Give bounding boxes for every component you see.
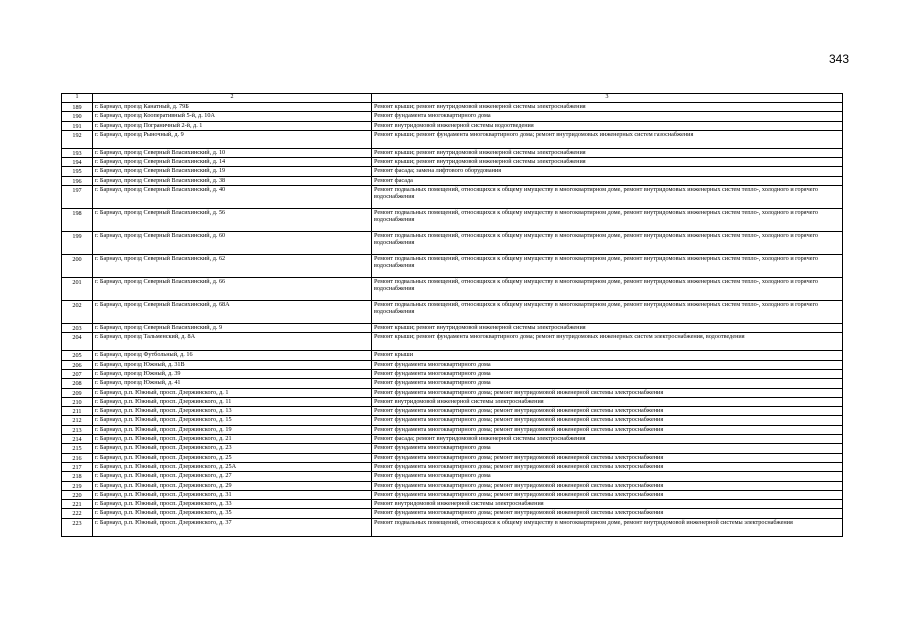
- row-address: г. Барнаул, проезд Футбольный, д. 16: [93, 351, 372, 360]
- address-program-table: [61, 93, 843, 537]
- row-work-description: Ремонт крыши; ремонт внутридомовой инженерной системы электроснабжения: [372, 103, 843, 112]
- row-address: г. Барнаул, проезд Северный Власихинский, д. 62: [93, 255, 372, 278]
- row-work-description: Ремонт фундамента многоквартирного дома; ремонт внутридомовой инженерной системы электроснабжения: [372, 453, 843, 462]
- row-number: 191: [62, 121, 93, 130]
- table-row: [62, 112, 843, 121]
- row-work-description: Ремонт крыши; ремонт фундамента многоквартирного дома; ремонт внутридомовых инженерных систем газоснабжения: [372, 130, 843, 148]
- row-work-description: Ремонт крыши; ремонт фундамента многоквартирного дома; ремонт внутридомовых инженерных систем электроснабжения, водоотведения: [372, 333, 843, 351]
- table-row: [62, 232, 843, 255]
- row-work-description: Ремонт подвальных помещений, относящихся к общему имуществу в многоквартирном доме, ремонт внутридомовых инженерных систем тепло-, холодного и горячего водоснабжения: [372, 301, 843, 324]
- row-work-description: Ремонт фундамента многоквартирного дома; ремонт внутридомовой инженерной системы электроснабжения: [372, 416, 843, 425]
- row-number: 220: [62, 490, 93, 499]
- row-address: г. Барнаул, проезд Северный Власихинский, д. 19: [93, 167, 372, 176]
- table-row: [62, 379, 843, 388]
- row-address: г. Барнаул, р.п. Южный, просп. Дзержинского, д. 37: [93, 518, 372, 536]
- row-work-description: Ремонт фундамента многоквартирного дома: [372, 369, 843, 378]
- row-number: 205: [62, 351, 93, 360]
- row-number: 212: [62, 416, 93, 425]
- table-row: [62, 407, 843, 416]
- row-number: 209: [62, 388, 93, 397]
- table-row: [62, 176, 843, 185]
- table-row: [62, 103, 843, 112]
- table-row: [62, 509, 843, 518]
- row-work-description: Ремонт крыши: [372, 351, 843, 360]
- row-number: 204: [62, 333, 93, 351]
- row-number: 210: [62, 397, 93, 406]
- row-work-description: Ремонт крыши; ремонт внутридомовой инженерной системы электроснабжения: [372, 148, 843, 157]
- row-address: г. Барнаул, проезд Северный Власихинский, д. 66: [93, 278, 372, 301]
- table-row: [62, 416, 843, 425]
- row-number: 215: [62, 444, 93, 453]
- row-number: 197: [62, 186, 93, 209]
- row-work-description: Ремонт подвальных помещений, относящихся к общему имуществу в многоквартирном доме, ремонт внутридомовых инженерных систем тепло-, холодного и горячего водоснабжения: [372, 255, 843, 278]
- header-cell-work: 3: [372, 94, 843, 103]
- row-work-description: Ремонт внутридомовой инженерной системы водоотведения: [372, 121, 843, 130]
- table-header-row: [62, 94, 843, 103]
- table-row: [62, 518, 843, 536]
- row-number: 194: [62, 158, 93, 167]
- row-number: 202: [62, 301, 93, 324]
- row-number: 201: [62, 278, 93, 301]
- header-cell-number: 1: [62, 94, 93, 103]
- row-work-description: Ремонт фундамента многоквартирного дома: [372, 360, 843, 369]
- row-number: 203: [62, 324, 93, 333]
- table-row: [62, 301, 843, 324]
- row-number: 207: [62, 369, 93, 378]
- table-row: [62, 360, 843, 369]
- row-address: г. Барнаул, проезд Пограничный 2-й, д. 1: [93, 121, 372, 130]
- row-number: 217: [62, 462, 93, 471]
- row-address: г. Барнаул, р.п. Южный, просп. Дзержинского, д. 29: [93, 481, 372, 490]
- row-address: г. Барнаул, проезд Рыночный, д. 9: [93, 130, 372, 148]
- table-row: [62, 453, 843, 462]
- table-row: [62, 425, 843, 434]
- table-row: [62, 500, 843, 509]
- table-row: [62, 490, 843, 499]
- row-work-description: Ремонт подвальных помещений, относящихся к общему имуществу в многоквартирном доме, ремонт внутридомовой инженерной системы электроснабжения: [372, 518, 843, 536]
- row-work-description: Ремонт крыши; ремонт внутридомовой инженерной системы электроснабжения: [372, 158, 843, 167]
- row-work-description: Ремонт фундамента многоквартирного дома; ремонт внутридомовой инженерной системы электроснабжения: [372, 388, 843, 397]
- row-work-description: Ремонт подвальных помещений, относящихся к общему имуществу в многоквартирном доме, ремонт внутридомовых инженерных систем тепло-, холодного и горячего водоснабжения: [372, 186, 843, 209]
- row-number: 213: [62, 425, 93, 434]
- row-address: г. Барнаул, р.п. Южный, просп. Дзержинского, д. 33: [93, 500, 372, 509]
- row-number: 193: [62, 148, 93, 157]
- row-number: 196: [62, 176, 93, 185]
- table-row: [62, 255, 843, 278]
- row-address: г. Барнаул, р.п. Южный, просп. Дзержинского, д. 27: [93, 472, 372, 481]
- row-number: 211: [62, 407, 93, 416]
- row-address: г. Барнаул, р.п. Южный, просп. Дзержинского, д. 19: [93, 425, 372, 434]
- row-address: г. Барнаул, проезд Северный Власихинский, д. 60: [93, 232, 372, 255]
- row-address: г. Барнаул, проезд Южный, д. 39: [93, 369, 372, 378]
- table-row: [62, 167, 843, 176]
- row-work-description: Ремонт подвальных помещений, относящихся к общему имуществу в многоквартирном доме, ремонт внутридомовых инженерных систем тепло-, холодного и горячего водоснабжения: [372, 278, 843, 301]
- row-number: 223: [62, 518, 93, 536]
- row-work-description: Ремонт фундамента многоквартирного дома; ремонт внутридомовой инженерной системы электроснабжения: [372, 509, 843, 518]
- row-work-description: Ремонт внутридомовой инженерной системы электроснабжения: [372, 500, 843, 509]
- table-row: [62, 209, 843, 232]
- row-address: г. Барнаул, проезд Южный, д. 31В: [93, 360, 372, 369]
- row-address: г. Барнаул, проезд Северный Власихинский, д. 9: [93, 324, 372, 333]
- table-row: [62, 397, 843, 406]
- row-work-description: Ремонт фундамента многоквартирного дома: [372, 112, 843, 121]
- row-number: 221: [62, 500, 93, 509]
- row-work-description: Ремонт подвальных помещений, относящихся к общему имуществу в многоквартирном доме, ремонт внутридомовых инженерных систем тепло-, холодного и горячего водоснабжения: [372, 232, 843, 255]
- row-number: 208: [62, 379, 93, 388]
- table-row: [62, 435, 843, 444]
- row-address: г. Барнаул, проезд Кооперативный 5-й, д. 10А: [93, 112, 372, 121]
- table-row: [62, 369, 843, 378]
- row-address: г. Барнаул, проезд Северный Власихинский, д. 10: [93, 148, 372, 157]
- row-address: г. Барнаул, проезд Северный Власихинский, д. 56: [93, 209, 372, 232]
- row-work-description: Ремонт фундамента многоквартирного дома; ремонт внутридомовой инженерной системы электроснабжения: [372, 481, 843, 490]
- row-number: 218: [62, 472, 93, 481]
- table-row: [62, 121, 843, 130]
- row-number: 216: [62, 453, 93, 462]
- row-number: 222: [62, 509, 93, 518]
- row-address: г. Барнаул, р.п. Южный, просп. Дзержинского, д. 25: [93, 453, 372, 462]
- row-work-description: Ремонт фундамента многоквартирного дома: [372, 379, 843, 388]
- table-row: [62, 130, 843, 148]
- row-number: 214: [62, 435, 93, 444]
- table-row: [62, 462, 843, 471]
- row-work-description: Ремонт фундамента многоквартирного дома: [372, 472, 843, 481]
- row-number: 192: [62, 130, 93, 148]
- row-work-description: Ремонт фундамента многоквартирного дома; ремонт внутридомовой инженерной системы электроснабжения: [372, 425, 843, 434]
- page-number: 343: [829, 52, 850, 66]
- row-work-description: Ремонт фасада; замена лифтового оборудования: [372, 167, 843, 176]
- row-work-description: Ремонт фундамента многоквартирного дома: [372, 444, 843, 453]
- row-address: г. Барнаул, р.п. Южный, просп. Дзержинского, д. 1: [93, 388, 372, 397]
- row-address: г. Барнаул, проезд Северный Власихинский, д. 38: [93, 176, 372, 185]
- row-work-description: Ремонт подвальных помещений, относящихся к общему имуществу в многоквартирном доме, ремонт внутридомовых инженерных систем тепло-, холодного и горячего водоснабжения: [372, 209, 843, 232]
- row-number: 200: [62, 255, 93, 278]
- row-address: г. Барнаул, р.п. Южный, просп. Дзержинского, д. 13: [93, 407, 372, 416]
- row-address: г. Барнаул, р.п. Южный, просп. Дзержинского, д. 35: [93, 509, 372, 518]
- row-work-description: Ремонт фасада: [372, 176, 843, 185]
- table-row: [62, 481, 843, 490]
- row-address: г. Барнаул, проезд Южный, д. 41: [93, 379, 372, 388]
- row-address: г. Барнаул, проезд Северный Власихинский, д. 40: [93, 186, 372, 209]
- row-number: 199: [62, 232, 93, 255]
- row-number: 198: [62, 209, 93, 232]
- row-work-description: Ремонт фундамента многоквартирного дома; ремонт внутридомовой инженерной системы электроснабжения: [372, 407, 843, 416]
- table-row: [62, 472, 843, 481]
- row-address: г. Барнаул, р.п. Южный, просп. Дзержинского, д. 25А: [93, 462, 372, 471]
- row-number: 206: [62, 360, 93, 369]
- table-row: [62, 158, 843, 167]
- row-address: г. Барнаул, р.п. Южный, просп. Дзержинского, д. 23: [93, 444, 372, 453]
- table-row: [62, 278, 843, 301]
- row-number: 219: [62, 481, 93, 490]
- row-number: 189: [62, 103, 93, 112]
- row-work-description: Ремонт крыши; ремонт внутридомовой инженерной системы электроснабжения: [372, 324, 843, 333]
- row-number: 195: [62, 167, 93, 176]
- row-address: г. Барнаул, р.п. Южный, просп. Дзержинского, д. 21: [93, 435, 372, 444]
- header-cell-address: 2: [93, 94, 372, 103]
- table-row: [62, 388, 843, 397]
- table-row: [62, 444, 843, 453]
- row-address: г. Барнаул, проезд Северный Власихинский, д. 14: [93, 158, 372, 167]
- row-address: г. Барнаул, р.п. Южный, просп. Дзержинского, д. 31: [93, 490, 372, 499]
- row-address: г. Барнаул, проезд Тальменский, д. 8А: [93, 333, 372, 351]
- table-row: [62, 324, 843, 333]
- row-work-description: Ремонт фундамента многоквартирного дома; ремонт внутридомовой инженерной системы электроснабжения: [372, 490, 843, 499]
- row-address: г. Барнаул, проезд Северный Власихинский, д. 68А: [93, 301, 372, 324]
- row-address: г. Барнаул, р.п. Южный, просп. Дзержинского, д. 15: [93, 416, 372, 425]
- row-work-description: Ремонт внутридомовой инженерной системы электроснабжения: [372, 397, 843, 406]
- row-work-description: Ремонт фундамента многоквартирного дома; ремонт внутридомовой инженерной системы электроснабжения: [372, 462, 843, 471]
- table-row: [62, 186, 843, 209]
- row-number: 190: [62, 112, 93, 121]
- row-work-description: Ремонт фасада; ремонт внутридомовой инженерной системы электроснабжения: [372, 435, 843, 444]
- table-row: [62, 333, 843, 351]
- row-address: г. Барнаул, р.п. Южный, просп. Дзержинского, д. 11: [93, 397, 372, 406]
- table-row: [62, 148, 843, 157]
- row-address: г. Барнаул, проезд Канатный, д. 79Б: [93, 103, 372, 112]
- table-row: [62, 351, 843, 360]
